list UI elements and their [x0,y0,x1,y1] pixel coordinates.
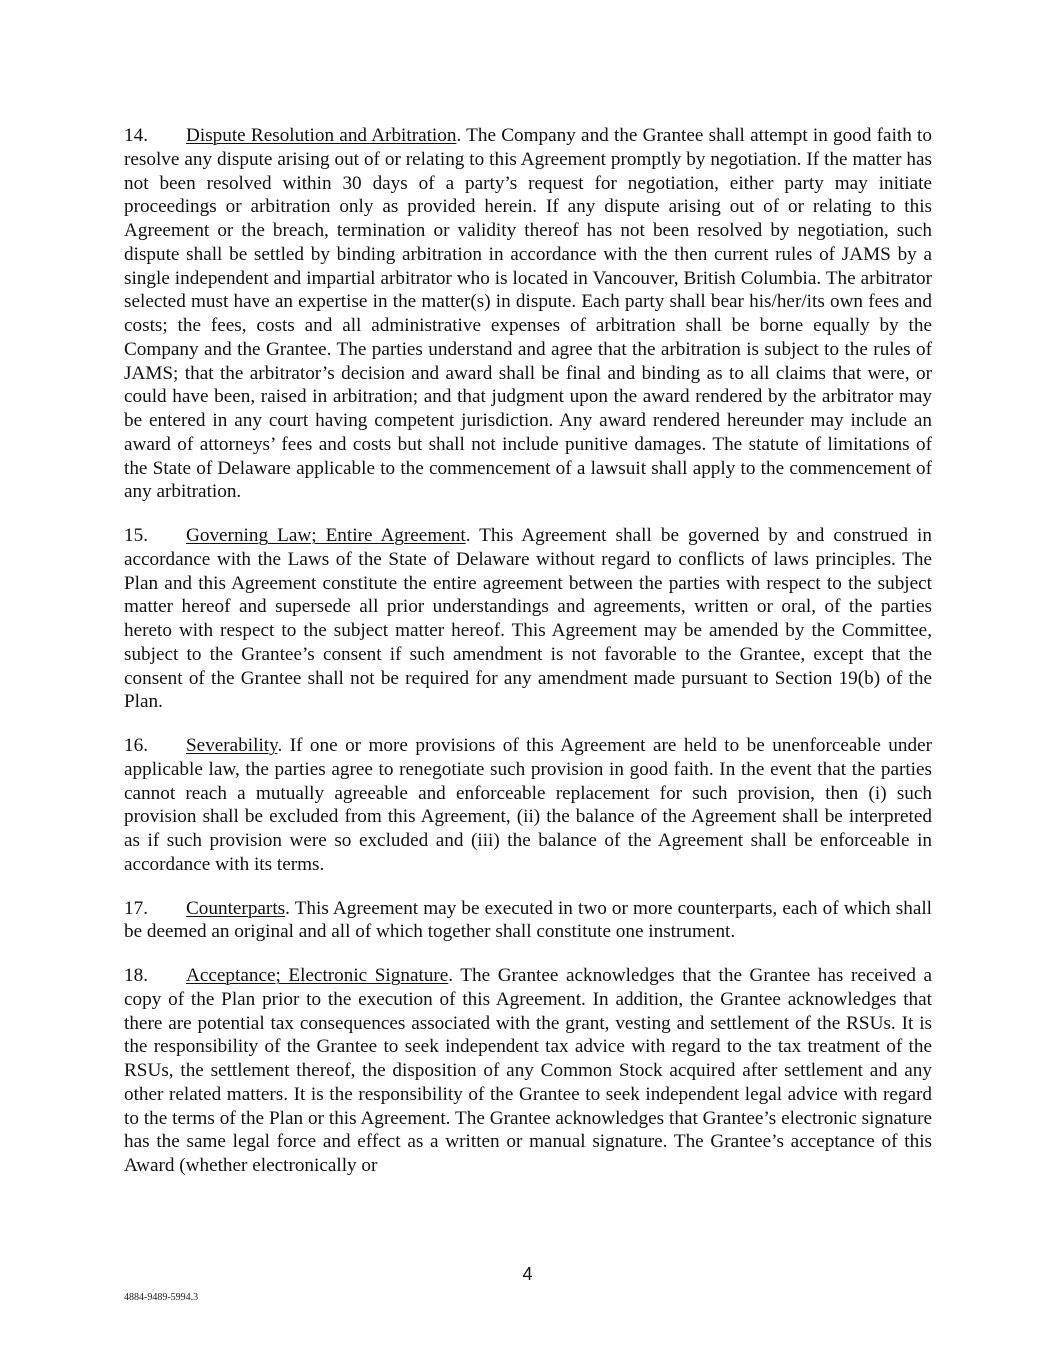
section-heading: Severability [186,735,278,756]
section-17 [124,897,932,945]
section-heading: Governing Law; Entire Agreement [186,525,466,546]
section-number: 15. [124,525,148,546]
section-body: . The Company and the Grantee shall attempt in good faith to resolve any dispute arising out of or relating to this Agreement promptly by negotiation. If the matter has not been resolved within 30 days of a party’s request for negotiation, either party may initiate proceedings or arbitration only as provided herein. If any dispute arising out of or relating to this Agreement or the breach, termination or validity thereof has not been resolved by negotiation, such dispute shall be settled by binding arbitration in accordance with the then current rules of JAMS by a single independent and impartial arbitrator who is located in Vancouver, British Columbia. The arbitrator selected must have an expertise in the matter(s) in dispute. Each party shall bear his/her/its own fees and costs; the fees, costs and all administrative expenses of arbitration shall be borne equally by the Company and the Grantee. The parties understand and agree that the arbitration is subject to the rules of JAMS; that the arbitrator’s decision and award shall be final and binding as to all claims that were, or could have been, raised in arbitration; and that judgment upon the award rendered by the arbitrator may be entered in any court having competent jurisdiction. Any award rendered hereunder may include an award of attorneys’ fees and costs but shall not include punitive damages. The statute of limitations of the State of Delaware applicable to the commencement of a lawsuit shall apply to the commencement of any arbitration. [124,125,932,503]
section-number: 16. [124,735,148,756]
section-18 [124,964,932,1178]
section-heading: Acceptance; Electronic Signature [186,965,449,986]
section-body: . The Grantee acknowledges that the Grantee has received a copy of the Plan prior to the execution of this Agreement. In addition, the Grantee acknowledges that there are potential tax consequences associated with the grant, vesting and settlement of the RSUs. It is the responsibility of the Grantee to seek independent tax advice with regard to the tax treatment of the RSUs, the settlement thereof, the disposition of any Common Stock acquired after settlement and any other related matters. It is the responsibility of the Grantee to seek independent legal advice with regard to the terms of the Plan or this Agreement. The Grantee acknowledges that Grantee’s electronic signature has the same legal force and effect as a written or manual signature. The Grantee’s acceptance of this Award (whether electronically or [124,965,932,1176]
section-15 [124,524,932,714]
section-number: 17. [124,897,148,919]
section-heading: Counterparts [186,897,286,919]
page-number: 4 [522,1264,533,1284]
section-16 [124,734,932,877]
section-14 [124,124,932,504]
section-body: . This Agreement shall be governed by and construed in accordance with the Laws of the State of Delaware without regard to conflicts of laws principles. The Plan and this Agreement constitute the entire agreement between the parties with respect to the subject matter hereof and supersede all prior understandings and agreements, written or oral, of the parties hereto with respect to the subject matter hereof. This Agreement may be amended by the Committee, subject to the Grantee’s consent if such amendment is not favorable to the Grantee, except that the consent of the Grantee shall not be required for any amendment made pursuant to Section 19(b) of the Plan. [124,525,932,713]
section-body: . This Agreement may be executed in two or more counterparts, each of which shall be deemed an original and all of which together shall constitute one instrument. [124,897,932,943]
section-number: 14. [124,125,148,146]
document-page [124,124,932,1198]
section-body: . If one or more provisions of this Agreement are held to be unenforceable under applicable law, the parties agree to renegotiate such provision in good faith. In the event that the parties cannot reach a mutually agreeable and enforceable replacement for such provision, then (i) such provision shall be excluded from this Agreement, (ii) the balance of the Agreement shall be interpreted as if such provision were so excluded and (iii) the balance of the Agreement shall be enforceable in accordance with its terms. [124,735,932,875]
section-heading: Dispute Resolution and Arbitration [186,125,457,146]
document-id: 4884-9489-5994.3 [124,1292,199,1303]
section-number: 18. [124,965,148,986]
